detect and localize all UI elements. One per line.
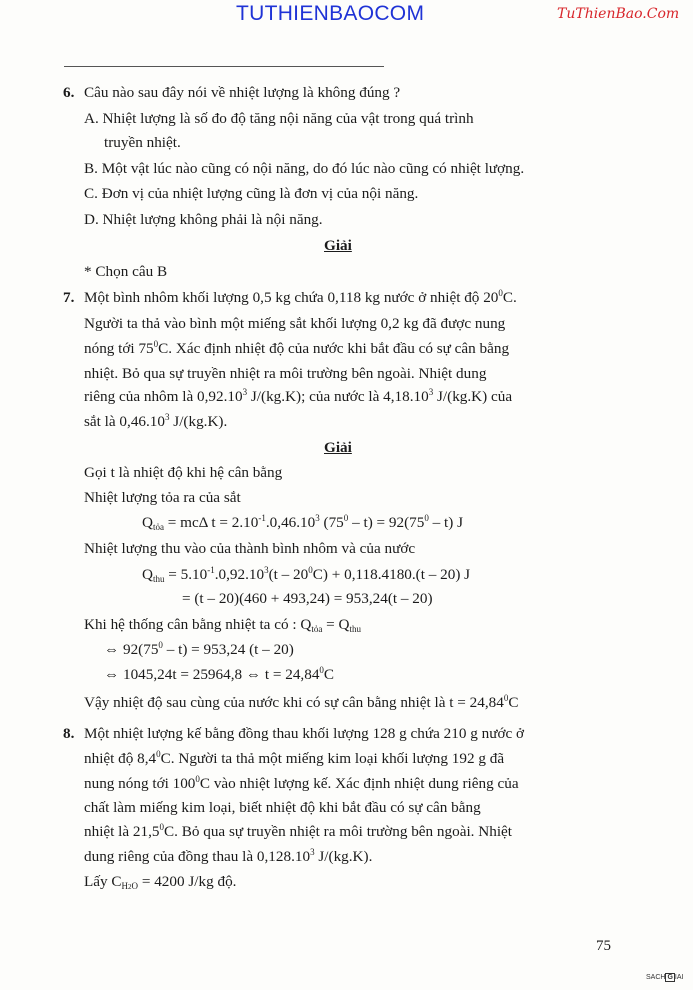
question-7-line: Một bình nhôm khối lượng 0,5 kg chứa 0,118 kg nước ở nhiệt độ $20^0C$. bbox=[84, 288, 517, 306]
solution-line: Gọi t là nhiệt độ khi hệ cân bằng bbox=[84, 464, 283, 481]
question-7-line: nhiệt. Bỏ qua sự truyền nhiệt ra môi trường bên ngoài. Nhiệt dung bbox=[84, 365, 487, 382]
question-number-6: 6. bbox=[63, 84, 75, 101]
option-b: B. Một vật lúc nào cũng có nội năng, do đó lúc nào cũng có nhiệt lượng. bbox=[84, 160, 525, 177]
question-8-line: dung riêng của đồng thau là 0,128.10$^3$ J/(kg.K). bbox=[84, 847, 373, 865]
solution-line: Nhiệt lượng thu vào của thành bình nhôm và của nước bbox=[84, 540, 416, 557]
solution-heading-7: Giải bbox=[324, 439, 352, 456]
conclusion-7: Vậy nhiệt độ sau cùng của nước khi có sự cân bằng nhiệt là $t = 24,84^0C$ bbox=[84, 693, 519, 711]
site-title: TUTHIENBAOCOM bbox=[236, 2, 425, 25]
question-6-text: Câu nào sau đây nói về nhiệt lượng là không đúng ? bbox=[84, 84, 401, 101]
option-c: C. Đơn vị của nhiệt lượng cũng là đơn vị của nội năng. bbox=[84, 185, 419, 202]
equation-line: = (t – 20)(460 + 493,24) = 953,24(t – 20) bbox=[182, 590, 433, 607]
publisher-logo: SACH G IAI bbox=[646, 974, 684, 981]
option-a-cont: truyền nhiệt. bbox=[104, 134, 181, 151]
solution-line: Nhiệt lượng tỏa ra của sắt bbox=[84, 489, 241, 506]
answer-6: * Chọn câu B bbox=[84, 263, 168, 280]
divider bbox=[64, 66, 384, 67]
question-number-7: 7. bbox=[63, 289, 75, 306]
question-7-line: riêng của nhôm là 0,92.10$^3$ J/(kg.K); của nước là 4,18.10$^3$ J/(kg.K) của bbox=[84, 387, 513, 405]
page-number: 75 bbox=[596, 938, 611, 954]
solution-heading-6: Giải bbox=[324, 237, 352, 254]
option-d: D. Nhiệt lượng không phải là nội năng. bbox=[84, 211, 323, 228]
equation-line: ⇔ 1045,24t = 25964,8 ⇔ $t = 24,84^0C$ bbox=[104, 665, 335, 683]
question-7-line: Người ta thả vào bình một miếng sắt khối lượng 0,2 kg đã được nung bbox=[84, 315, 506, 332]
question-8-line: chất làm miếng kim loại, biết nhiệt độ khi bắt đầu có sự cân bằng bbox=[84, 799, 481, 816]
question-8-line: Lấy $C_{H2O} = 4200$ J/kg độ. bbox=[84, 873, 237, 891]
question-7-line: nóng tới $75^0C$. Xác định nhiệt độ của nước khi bắt đầu có sự cân bằng bbox=[84, 339, 510, 357]
equation-q-toa: $Q_{tỏa} = mc\Delta$ $t = 2.10^{-1}.0,46.10^3$ $(75^0 - t) = 92(75^0 - t)$ J bbox=[142, 513, 464, 532]
question-8-line: nhiệt là 21,5$^0$C. Bỏ qua sự truyền nhiệt ra môi trường bên ngoài. Nhiệt bbox=[84, 822, 513, 840]
question-8-line: nhiệt độ $8,4^0C$. Người ta thả một miếng kim loại khối lượng 192 g đã bbox=[84, 749, 505, 767]
question-7-line: sắt là 0,46.10$^3$ J/(kg.K). bbox=[84, 412, 228, 430]
question-8-line: nung nóng tới $100^0C$ vào nhiệt lượng kế. Xác định nhiệt dung riêng của bbox=[84, 774, 519, 792]
equation-q-thu: $Q_{thu} = 5.10^{-1}.0,92.10^3(t - 20^0C) + 0,118.4180.(t - 20)$ J bbox=[142, 565, 471, 584]
question-number-8: 8. bbox=[63, 725, 75, 742]
brand-logo: TuThienBao.Com bbox=[557, 6, 680, 22]
question-8-line: Một nhiệt lượng kế bằng đồng thau khối lượng 128 g chứa 210 g nước ở bbox=[84, 725, 525, 742]
equation-line: ⇔ $92(75^0 - t) = 953,24$ (t – 20) bbox=[104, 640, 294, 658]
solution-line: Khi hệ thống cân bằng nhiệt ta có : $Q_{tỏa} = Q_{thu}$ bbox=[84, 616, 361, 634]
option-a: A. Nhiệt lượng là số đo độ tăng nội năng của vật trong quá trình bbox=[84, 110, 474, 127]
